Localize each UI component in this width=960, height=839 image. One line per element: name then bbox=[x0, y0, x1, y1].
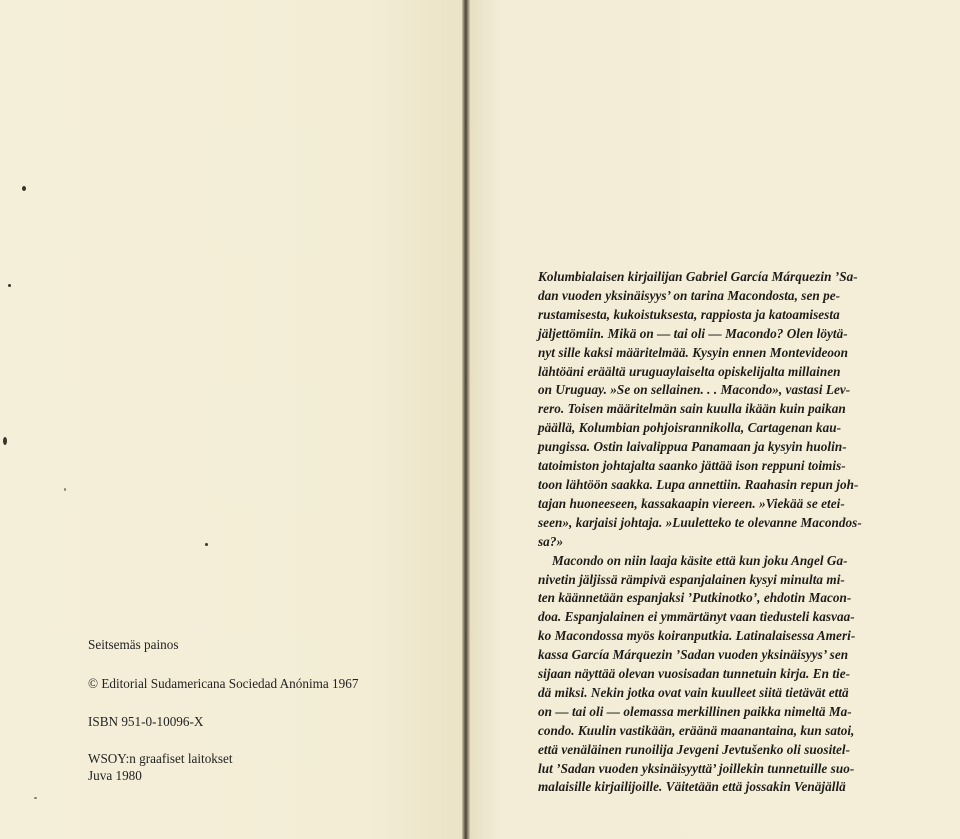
text-line: dä miksi. Nekin jotka ovat vain kuulleet siitä tietävät että bbox=[538, 684, 849, 700]
text-line: seen», karjaisi johtaja. »Luuletteko te olevanne Macondos- bbox=[538, 514, 862, 530]
text-line: tajan huoneeseen, kassakaapin viereen. »Viekää se etei- bbox=[538, 495, 845, 511]
paper-speck bbox=[34, 797, 37, 799]
paper-speck bbox=[64, 488, 66, 491]
text-line: päällä, Kolumbian pohjoisrannikolla, Cartagenan kau- bbox=[538, 420, 842, 436]
colophon bbox=[88, 636, 428, 784]
paper-speck bbox=[205, 543, 208, 546]
left-page bbox=[0, 0, 462, 839]
text-line: pungissa. Ostin laivalippua Panamaan ja kysyin huolin- bbox=[538, 439, 847, 455]
text-line: rero. Toisen määritelmän sain kuulla ikään kuin paikan bbox=[538, 401, 846, 417]
printer-line: WSOY:n graafiset laitokset bbox=[88, 751, 233, 766]
text-line: että venäläinen runoilija Jevgeni Jevtušenko oli suositel- bbox=[538, 741, 851, 757]
text-line: on — tai oli — olemassa merkillinen paikka nimeltä Ma- bbox=[538, 703, 852, 719]
paper-speck bbox=[22, 186, 26, 191]
text-line: condo. Kuulin vastikään, eräänä maanantaina, kun satoi, bbox=[538, 722, 855, 738]
text-line: tatoimiston johtajalta saanko jättää ison reppuni toimis- bbox=[538, 458, 846, 474]
text-line: dan vuoden yksinäisyys’ on tarina Macondosta, sen pe- bbox=[538, 287, 841, 303]
text-line: sa?» bbox=[538, 533, 564, 549]
preface-text bbox=[538, 268, 898, 797]
text-line: malaisille kirjailijoille. Väitetään että jossakin Venäjällä bbox=[538, 779, 846, 795]
isbn-line: ISBN 951-0-10096-X bbox=[88, 714, 204, 729]
text-line: lut ’Sadan vuoden yksinäisyyttä’ joillekin tunnetuille suo- bbox=[538, 760, 855, 776]
edition-line: Seitsemäs painos bbox=[88, 637, 179, 652]
text-line: on Uruguay. »Se on sellainen. . . Macondo», vastasi Lev- bbox=[538, 382, 851, 398]
text-line: rustamisesta, kukoistuksesta, rappiosta ja katoamisesta bbox=[538, 306, 840, 322]
paper-speck bbox=[3, 437, 7, 445]
place-year-line: Juva 1980 bbox=[88, 768, 142, 783]
text-line: jäljettömiin. Mikä on — tai oli — Macondo? Olen löytä- bbox=[538, 325, 848, 341]
text-line: nyt sille kaksi määritelmää. Kysyin ennen Montevideoon bbox=[538, 344, 849, 360]
text-line: doa. Espanjalainen ei ymmärtänyt vaan tiedusteli kasvaa- bbox=[538, 609, 855, 625]
text-line: Kolumbialaisen kirjailijan Gabriel García Márquezin ’Sa- bbox=[538, 269, 858, 284]
paper-speck bbox=[8, 284, 11, 287]
text-line: kassa García Márquezin ’Sadan vuoden yksinäisyys’ sen bbox=[538, 647, 849, 663]
text-line: ten käännetään espanjaksi ’Putkinotko’, ehdotin Macon- bbox=[538, 590, 852, 606]
copyright-line: © Editorial Sudamericana Sociedad Anónima 1967 bbox=[88, 676, 359, 691]
text-line: sijaan näyttää olevan vuosisadan tunnetuin kirja. En tie- bbox=[538, 666, 851, 682]
text-line: lähtöäni eräältä uruguaylaiselta opiskelijalta millainen bbox=[538, 363, 841, 379]
text-line: toon lähtöön saakka. Lupa annettiin. Raahasin repun joh- bbox=[538, 476, 859, 492]
text-line: ko Macondossa myös koiranputkia. Latinalaisessa Ameri- bbox=[538, 628, 856, 644]
book-gutter bbox=[462, 0, 470, 839]
text-line: nivetin jäljissä rämpivä espanjalainen kysyi minulta mi- bbox=[538, 571, 845, 587]
text-line: Macondo on niin laaja käsite että kun joku Angel Ga- bbox=[552, 552, 848, 568]
